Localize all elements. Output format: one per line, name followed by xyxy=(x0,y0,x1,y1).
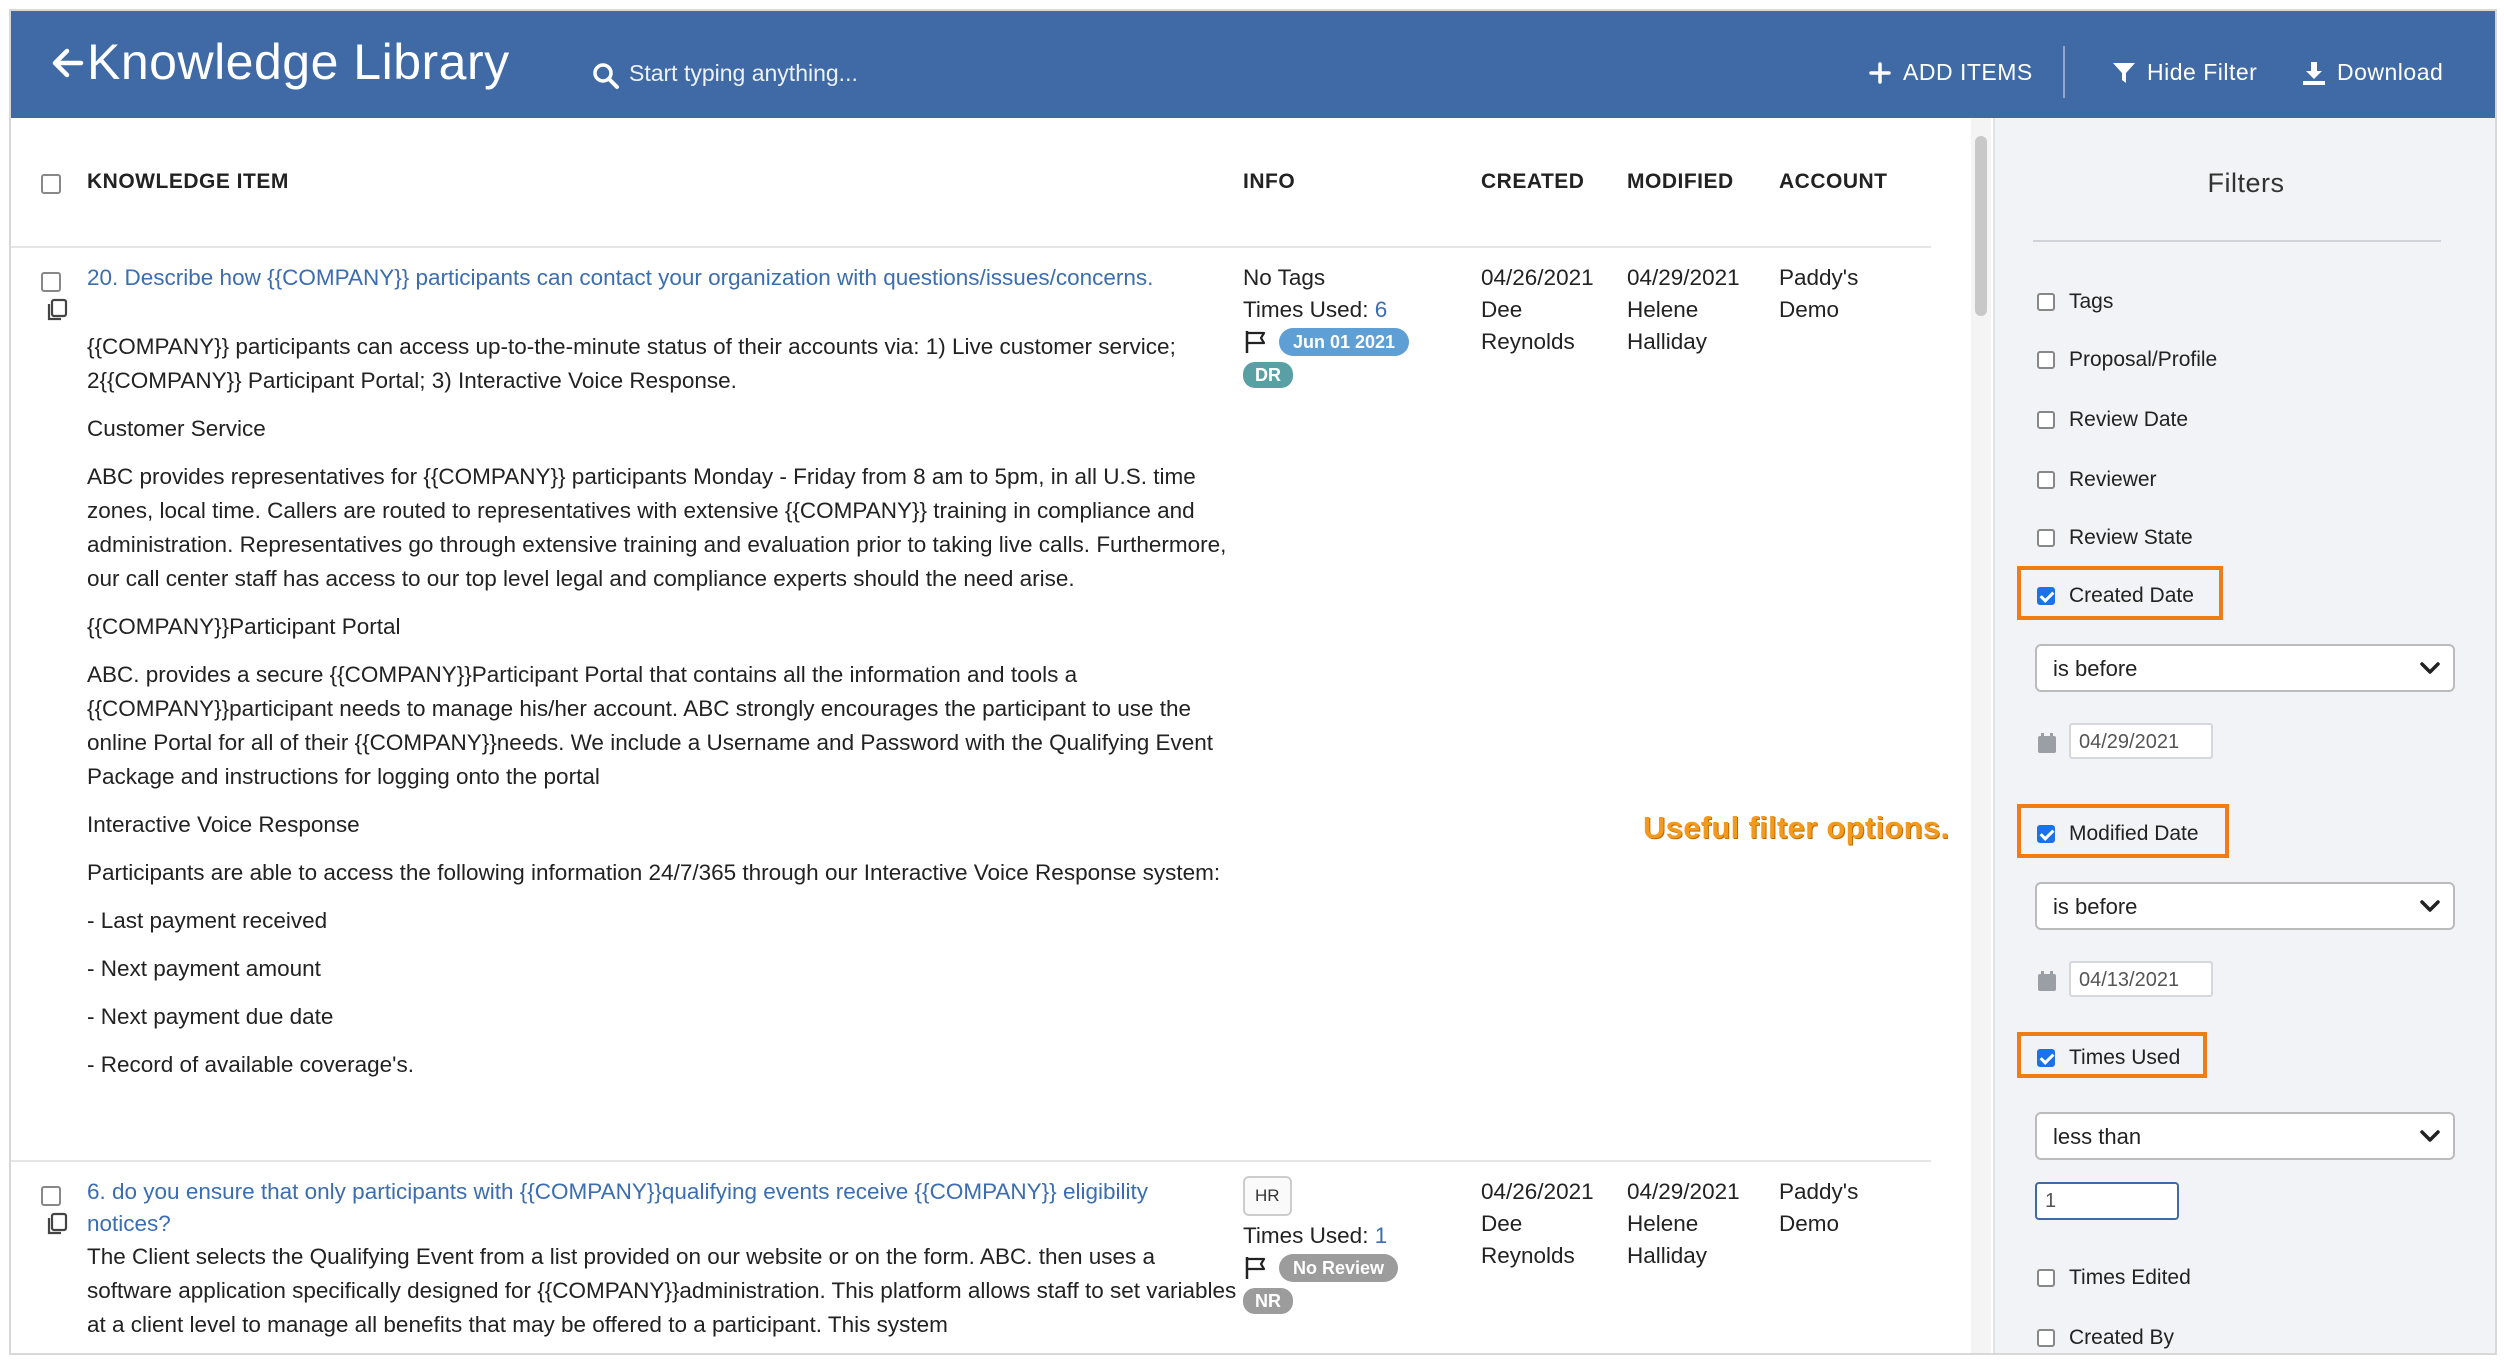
knowledge-item-title[interactable]: 6. do you ensure that only participants with {{COMPANY}}qualifying events receive {{COMPANY}} eligibility notices? xyxy=(87,1179,1148,1236)
filter-label: Review State xyxy=(2069,526,2193,549)
column-account[interactable]: ACCOUNT xyxy=(1779,170,1888,193)
account-cell xyxy=(1779,262,1858,326)
filter-label: Modified Date xyxy=(2069,822,2199,845)
flag-icon xyxy=(1243,1255,1269,1281)
filter-tags[interactable] xyxy=(2037,290,2113,314)
knowledge-item-body: The Client selects the Qualifying Event from a list provided on our website or on the form. ABC. then uses a software application specifically designed for {{COMPANY}}administration. This platform allows staff to set variables at a client level to manage all benefits that may be offered to a participant. This system xyxy=(87,1244,1237,1337)
download-label: Download xyxy=(2337,59,2444,85)
created-date-condition-select[interactable] xyxy=(2035,644,2455,692)
download-icon xyxy=(2301,60,2327,86)
times-used-label: Times Used: xyxy=(1243,297,1369,322)
filter-proposal-checkbox[interactable] xyxy=(2037,351,2055,369)
row-checkbox[interactable] xyxy=(41,272,61,292)
created-date: 04/26/2021 xyxy=(1481,1179,1594,1204)
body-paragraph: Customer Service xyxy=(87,416,266,441)
column-info[interactable]: INFO xyxy=(1243,170,1296,193)
copy-icon[interactable] xyxy=(45,1212,69,1236)
select-all-checkbox[interactable] xyxy=(41,174,61,194)
modified-by-first: Helene xyxy=(1627,297,1699,322)
filters-divider xyxy=(2033,240,2441,242)
filter-label: Reviewer xyxy=(2069,468,2157,491)
row-checkbox[interactable] xyxy=(41,1186,61,1206)
copy-icon[interactable] xyxy=(45,298,69,322)
body-paragraph: Interactive Voice Response xyxy=(87,812,360,837)
filter-label: Created Date xyxy=(2069,584,2194,607)
table-header xyxy=(11,118,1931,248)
plus-icon xyxy=(1867,60,1893,86)
filters-panel xyxy=(1993,118,2495,1355)
modified-date: 04/29/2021 xyxy=(1627,1179,1740,1204)
header-divider xyxy=(2063,46,2065,98)
tag-chip[interactable]: HR xyxy=(1243,1176,1292,1216)
modified-cell xyxy=(1627,262,1740,358)
knowledge-item-title[interactable]: 20. Describe how {{COMPANY}} participants can contact your organization with questions/issues/concerns. xyxy=(87,265,1154,290)
modified-by-last: Halliday xyxy=(1627,329,1708,354)
select-value: is before xyxy=(2053,656,2138,681)
hide-filter-label: Hide Filter xyxy=(2147,59,2258,85)
top-bar xyxy=(11,11,2495,118)
filter-times-used-checkbox[interactable] xyxy=(2037,1049,2055,1067)
filter-created-date-checkbox[interactable] xyxy=(2037,587,2055,605)
download-button[interactable] xyxy=(2301,59,2443,86)
created-by-first: Dee xyxy=(1481,1211,1523,1236)
times-used-label: Times Used: xyxy=(1243,1223,1369,1248)
knowledge-table xyxy=(11,118,1971,1355)
back-arrow-icon[interactable] xyxy=(47,43,87,83)
review-line xyxy=(1243,328,1409,356)
times-used-count[interactable]: 6 xyxy=(1374,297,1388,322)
filter-created-by[interactable] xyxy=(2037,1326,2174,1350)
created-date-input[interactable]: 04/29/2021 xyxy=(2069,723,2213,759)
column-knowledge-item[interactable]: KNOWLEDGE ITEM xyxy=(87,170,289,193)
column-modified[interactable]: MODIFIED xyxy=(1627,170,1734,193)
modified-date: 04/29/2021 xyxy=(1627,265,1740,290)
modified-cell xyxy=(1627,1176,1740,1272)
filter-label: Times Edited xyxy=(2069,1266,2191,1289)
info-cell xyxy=(1243,1176,1398,1316)
filter-label: Times Used xyxy=(2069,1046,2181,1069)
created-cell xyxy=(1481,1176,1594,1272)
select-value: is before xyxy=(2053,894,2138,919)
created-by-last: Reynolds xyxy=(1481,329,1575,354)
filter-times-edited-checkbox[interactable] xyxy=(2037,1269,2055,1287)
modified-by-first: Helene xyxy=(1627,1211,1699,1236)
times-used-input[interactable]: 1 xyxy=(2035,1182,2179,1220)
account-line: Demo xyxy=(1779,1211,1840,1236)
review-date-pill[interactable]: Jun 01 2021 xyxy=(1279,328,1409,356)
body-paragraph: {{COMPANY}}Participant Portal xyxy=(87,614,401,639)
times-used xyxy=(1243,294,1409,326)
filter-reviewer[interactable] xyxy=(2037,468,2157,492)
modified-date-input[interactable]: 04/13/2021 xyxy=(2069,961,2213,997)
body-paragraph: ABC. provides a secure {{COMPANY}}Participant Portal that contains all the information and tools a {{COMPANY}}participant needs to manage his/her account. ABC strongly encourages the participant to use the online Portal for all of their {{COMPANY}}needs. We include a Username and Password with the Qualifying Event Package and instructions for logging onto the portal xyxy=(87,662,1214,789)
account-line: Paddy's xyxy=(1779,1179,1859,1204)
tags-text: No Tags xyxy=(1243,265,1326,290)
body-paragraph: {{COMPANY}} participants can access up-to-the-minute status of their accounts via: 1) Live customer service; 2{{COMPANY}} Participant Portal; 3) Interactive Voice Response. xyxy=(87,334,1176,393)
chevron-down-icon xyxy=(2419,660,2441,676)
filter-reviewer-checkbox[interactable] xyxy=(2037,471,2055,489)
body-paragraph: Participants are able to access the following information 24/7/365 through our Interactive Voice Response system: xyxy=(87,860,1221,885)
times-used xyxy=(1243,1220,1398,1252)
body-paragraph: - Record of available coverage's. xyxy=(87,1052,414,1077)
body-paragraph: - Last payment received xyxy=(87,908,328,933)
modified-by-last: Halliday xyxy=(1627,1243,1708,1268)
created-by-last: Reynolds xyxy=(1481,1243,1575,1268)
filter-review-date[interactable] xyxy=(2037,408,2188,432)
account-line: Demo xyxy=(1779,297,1840,322)
filter-modified-date-checkbox[interactable] xyxy=(2037,825,2055,843)
chevron-down-icon xyxy=(2419,898,2441,914)
knowledge-item-body xyxy=(87,330,1237,1096)
hide-filter-button[interactable] xyxy=(2111,59,2257,86)
filter-created-by-checkbox[interactable] xyxy=(2037,1329,2055,1347)
filter-times-edited[interactable] xyxy=(2037,1266,2191,1290)
filter-times-used[interactable] xyxy=(2037,1046,2180,1070)
table-row xyxy=(11,250,1931,1162)
info-cell xyxy=(1243,262,1409,390)
filter-created-date[interactable] xyxy=(2037,584,2194,608)
column-created[interactable]: CREATED xyxy=(1481,170,1585,193)
reviewer-badge: DR xyxy=(1243,362,1293,388)
filter-label: Created By xyxy=(2069,1326,2175,1349)
filter-modified-date[interactable] xyxy=(2037,822,2199,846)
body-paragraph: - Next payment amount xyxy=(87,956,321,981)
times-used-condition-select[interactable] xyxy=(2035,1112,2455,1160)
modified-date-condition-select[interactable] xyxy=(2035,882,2455,930)
filter-review-state[interactable] xyxy=(2037,526,2193,550)
reviewer-badge: NR xyxy=(1243,1288,1293,1314)
search-icon xyxy=(591,61,621,91)
body-paragraph: ABC provides representatives for {{COMPANY}} participants Monday - Friday from 8 am to 5pm, in all U.S. time zones, local time. Callers are routed to representatives with extensive {{COMPANY}} training in compliance and administration. Representatives go through extensive training and evaluation prior to taking live calls. Furthermore, our call center staff has access to our top level legal and compliance experts should the need arise. xyxy=(87,464,1227,591)
calendar-icon xyxy=(2037,970,2057,992)
review-state-pill[interactable]: No Review xyxy=(1279,1254,1398,1282)
scrollbar-thumb[interactable] xyxy=(1975,136,1987,316)
filter-icon xyxy=(2111,60,2137,86)
calendar-icon xyxy=(2037,732,2057,754)
app-window xyxy=(9,9,2497,1355)
filter-review-state-checkbox[interactable] xyxy=(2037,529,2055,547)
account-cell xyxy=(1779,1176,1858,1240)
add-items-button[interactable] xyxy=(1867,59,2033,86)
filters-title: Filters xyxy=(2207,168,2285,198)
annotation-callout: Useful filter options. xyxy=(1643,810,1950,845)
select-value: less than xyxy=(2053,1124,2142,1149)
filter-label: Tags xyxy=(2069,290,2114,313)
times-used-count[interactable]: 1 xyxy=(1374,1223,1388,1248)
created-date: 04/26/2021 xyxy=(1481,265,1594,290)
review-line xyxy=(1243,1254,1398,1282)
page-title: Knowledge Library xyxy=(87,34,510,90)
table-scrollbar[interactable] xyxy=(1971,118,1991,1355)
filter-label: Proposal/Profile xyxy=(2069,348,2218,371)
chevron-down-icon xyxy=(2419,1128,2441,1144)
filter-proposal-profile[interactable] xyxy=(2037,348,2217,372)
account-line: Paddy's xyxy=(1779,265,1859,290)
search-input[interactable] xyxy=(629,55,1229,91)
body-paragraph: - Next payment due date xyxy=(87,1004,334,1029)
filter-review-date-checkbox[interactable] xyxy=(2037,411,2055,429)
add-items-label: ADD ITEMS xyxy=(1903,59,2033,85)
created-by-first: Dee xyxy=(1481,297,1523,322)
table-row xyxy=(11,1164,1931,1355)
created-cell xyxy=(1481,262,1594,358)
filter-label: Review Date xyxy=(2069,408,2189,431)
filter-tags-checkbox[interactable] xyxy=(2037,293,2055,311)
flag-icon xyxy=(1243,329,1269,355)
